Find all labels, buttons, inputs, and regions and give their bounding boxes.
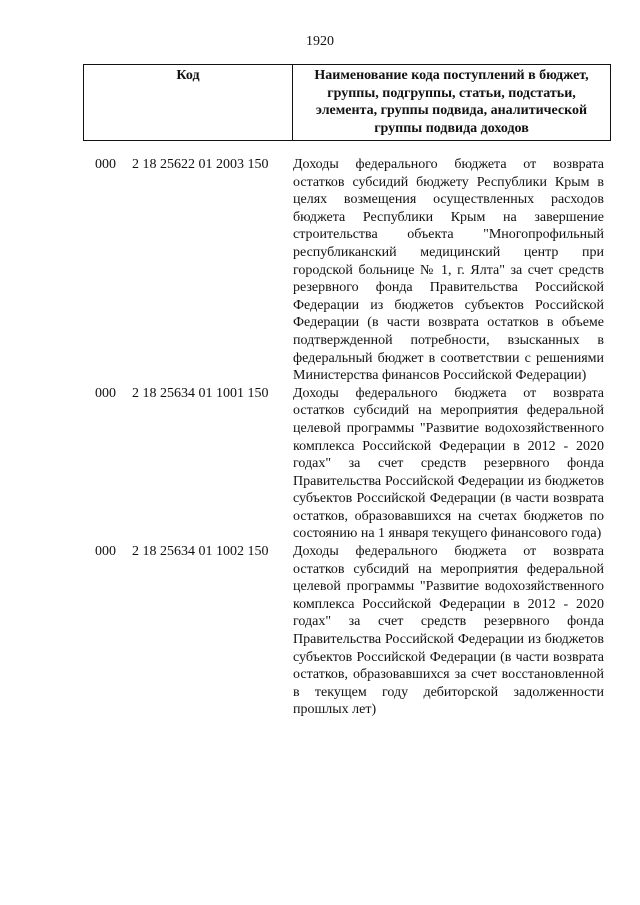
revenue-description: Доходы федерального бюджета от возврата остатков субсидий на мероприятия федеральной целевой программы "Развитие водохозяйственного комплекса Российской Федерации в 2012 - 2020 годах" за счет средств резервного фонда Правительства Российской Федерации из бюджетов субъектов Российской Федерации (в части возврата остатков, образовавшихся на счетах бюджетов по состоянию на 1 января текущего финансового года) <box>293 385 604 542</box>
name-column-header: Наименование кода поступлений в бюджет, группы, подгруппы, статьи, подстатьи, элемента, группы подвида, аналитической группы подвида доходов <box>293 65 611 141</box>
admin-code: 000 <box>95 385 116 401</box>
table-header <box>83 64 611 141</box>
code-column-header: Код <box>84 65 293 141</box>
revenue-code: 2 18 25634 01 1002 150 <box>132 544 269 560</box>
revenue-code: 2 18 25634 01 1001 150 <box>132 385 269 401</box>
admin-code: 000 <box>95 157 116 172</box>
entries-list <box>0 156 640 719</box>
revenue-description: Доходы федерального бюджета от возврата остатков субсидий бюджету Республики Крым в целях возмещения осуществленных расходов бюджета Республики Крым на завершение строительства объекта "Многопрофильный республиканский медицинский центр при городской больнице № 1, г. Ялта" за счет средств резервного фонда Правительства Российской Федерации из бюджетов субъектов Российской Федерации (в части возврата остатков в объеме подтвержденной потребности, взысканных в федеральный бюджет в соответствии с решениями Министерства финансов Российской Федерации) <box>293 157 604 384</box>
table-row <box>0 543 640 719</box>
page-number: 1920 <box>306 34 334 49</box>
table-row <box>0 385 640 543</box>
table-row <box>0 156 640 385</box>
revenue-code: 2 18 25622 01 2003 150 <box>132 157 269 172</box>
revenue-description: Доходы федерального бюджета от возврата остатков субсидий на мероприятия федеральной целевой программы "Развитие водохозяйственного комплекса Российской Федерации в 2012 - 2020 годах" за счет средств резервного фонда Правительства Российской Федерации из бюджетов субъектов Российской Федерации (в части возврата остатков, образовавшихся за счет восстановленной в текущем году дебиторской задолженности прошлых лет) <box>293 544 604 718</box>
admin-code: 000 <box>95 544 116 560</box>
